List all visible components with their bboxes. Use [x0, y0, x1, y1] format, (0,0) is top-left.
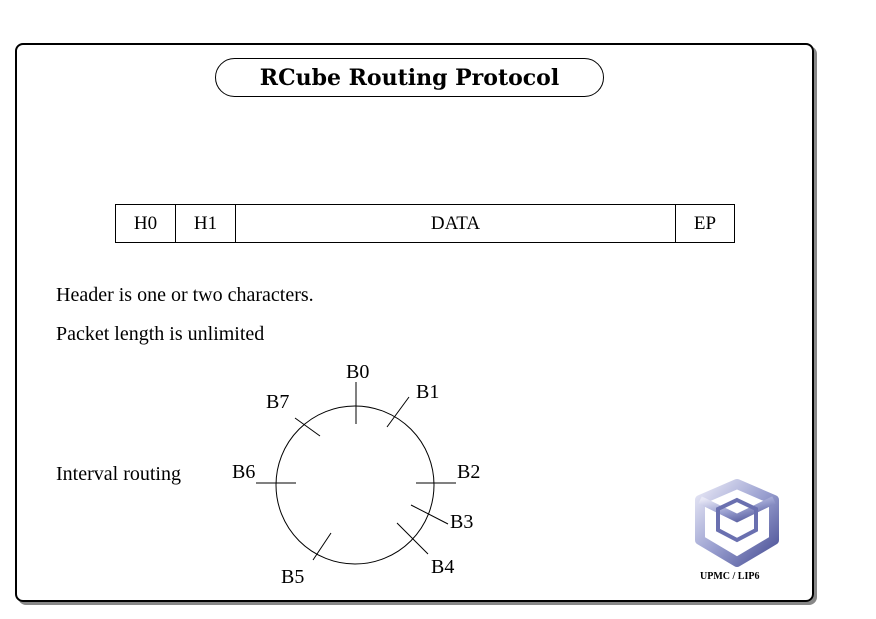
ring-label-b5: B5 — [281, 566, 305, 588]
ring-label-b0: B0 — [346, 361, 370, 383]
ring-label-b3: B3 — [450, 511, 474, 533]
ring-tick-b3 — [411, 505, 448, 524]
packet-field-data: DATA — [236, 205, 676, 242]
logo-caption: UPMC / LIP6 — [700, 571, 760, 582]
cube-logo-icon — [692, 478, 782, 568]
ring-label-b1: B1 — [416, 381, 440, 403]
ring-circle — [276, 406, 434, 564]
ring-tick-b1 — [387, 397, 409, 427]
ring-label-b7: B7 — [266, 391, 290, 413]
packet-field-h0: H0 — [116, 205, 176, 242]
slide-title-text: RCube Routing Protocol — [259, 64, 560, 91]
ring-tick-b7 — [295, 418, 320, 436]
packet-field-h1: H1 — [176, 205, 236, 242]
note-length: Packet length is unlimited — [56, 323, 265, 345]
ring-label-b4: B4 — [431, 556, 455, 578]
ring-tick-b5 — [313, 533, 331, 560]
packet-field-ep: EP — [693, 212, 717, 234]
ring-label-b6: B6 — [232, 461, 256, 483]
note-header: Header is one or two characters. — [56, 284, 314, 306]
ring-label-b2: B2 — [457, 461, 481, 483]
note-interval: Interval routing — [56, 463, 181, 485]
